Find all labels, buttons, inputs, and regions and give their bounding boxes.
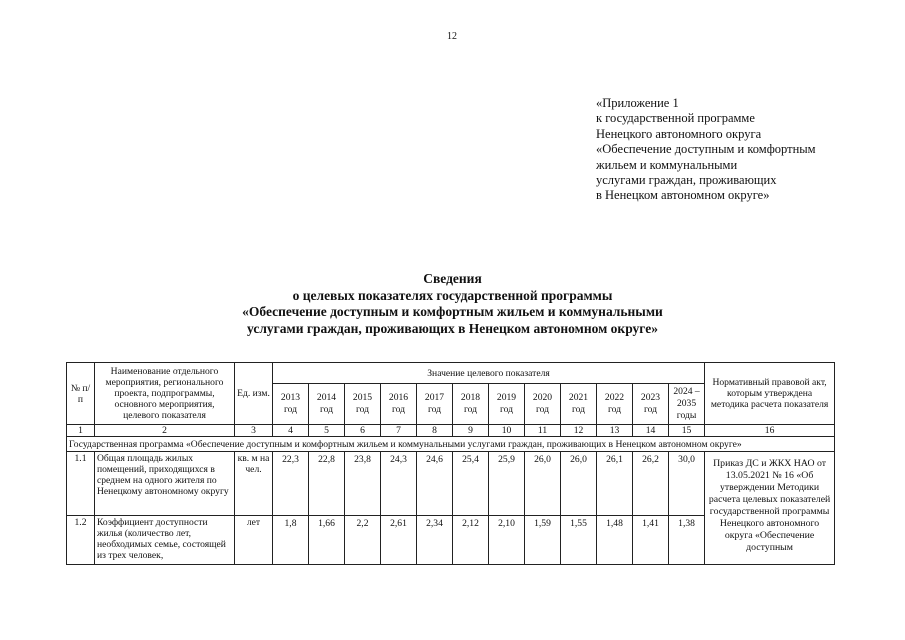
row-num: 1.2	[67, 516, 95, 565]
heading-line: о целевых показателях государственной программы	[292, 287, 613, 303]
row-name: Коэффициент доступности жилья (количество лет, необходимых семье, состоящей из трех человек,	[95, 516, 235, 565]
row-value: 30,0	[669, 452, 705, 516]
year-cell: 2018 год	[453, 384, 489, 425]
row-value: 26,0	[525, 452, 561, 516]
header-unit: Ед. изм.	[235, 363, 273, 425]
column-number: 4	[273, 425, 309, 437]
column-number: 14	[633, 425, 669, 437]
row-value: 24,3	[381, 452, 417, 516]
row-value: 1,59	[525, 516, 561, 565]
header-legal: Нормативный правовой акт, которым утверждена методика расчета показателя	[705, 363, 835, 425]
table-row	[67, 452, 835, 516]
row-value: 25,4	[453, 452, 489, 516]
column-number: 16	[705, 425, 835, 437]
legal-act: Приказ ДС и ЖКХ НАО от 13.05.2021 № 16 «Об утверждении Методики расчета целевых показателей государственной программы Ненецкого автономного округа «Обеспечение доступным	[705, 452, 835, 565]
appendix-line: жильем и коммунальными	[596, 157, 738, 172]
year-cell: 2024 – 2035 годы	[669, 384, 705, 425]
column-number: 13	[597, 425, 633, 437]
year-cell: 2021 год	[561, 384, 597, 425]
column-number: 15	[669, 425, 705, 437]
row-value: 2,61	[381, 516, 417, 565]
indicators-table	[66, 362, 835, 565]
row-value: 23,8	[345, 452, 381, 516]
document-heading	[0, 271, 905, 337]
appendix-line: Ненецкого автономного округа	[596, 126, 762, 141]
heading-line: «Обеспечение доступным и комфортным жильем и коммунальными	[242, 304, 663, 319]
row-value: 22,3	[273, 452, 309, 516]
row-value: 2,34	[417, 516, 453, 565]
row-value: 1,48	[597, 516, 633, 565]
column-number: 6	[345, 425, 381, 437]
row-value: 24,6	[417, 452, 453, 516]
column-number: 11	[525, 425, 561, 437]
row-value: 2,12	[453, 516, 489, 565]
row-value: 1,8	[273, 516, 309, 565]
column-number-row	[67, 425, 835, 437]
row-value: 22,8	[309, 452, 345, 516]
year-cell: 2015 год	[345, 384, 381, 425]
appendix-line: к государственной программе	[596, 111, 755, 126]
year-cell: 2022 год	[597, 384, 633, 425]
row-unit: кв. м на чел.	[235, 452, 273, 516]
year-cell: 2019 год	[489, 384, 525, 425]
row-value: 25,9	[489, 452, 525, 516]
year-cell: 2016 год	[381, 384, 417, 425]
header-num: № п/п	[67, 363, 95, 425]
appendix-reference	[596, 96, 816, 204]
row-name: Общая площадь жилых помещений, приходящихся в среднем на одного жителя по Ненецкому автономному округу	[95, 452, 235, 516]
column-number: 8	[417, 425, 453, 437]
row-value: 1,41	[633, 516, 669, 565]
row-value: 1,38	[669, 516, 705, 565]
column-number: 10	[489, 425, 525, 437]
row-num: 1.1	[67, 452, 95, 516]
column-number: 2	[95, 425, 235, 437]
program-title: Государственная программа «Обеспечение доступным и комфортным жильем и коммунальными услугами граждан, проживающих в Ненецком автономном округе»	[67, 437, 835, 452]
appendix-line: в Ненецком автономном округе»	[596, 188, 770, 203]
year-cell: 2014 год	[309, 384, 345, 425]
column-number: 5	[309, 425, 345, 437]
program-row	[67, 437, 835, 452]
year-cell: 2017 год	[417, 384, 453, 425]
appendix-line: «Приложение 1	[596, 96, 679, 110]
heading-line: услугами граждан, проживающих в Ненецком автономном округе»	[247, 320, 658, 336]
column-number: 12	[561, 425, 597, 437]
header-values-title: Значение целевого показателя	[273, 363, 705, 384]
header-name: Наименование отдельного мероприятия, регионального проекта, подпрограммы, основного мероприятия, целевого показателя	[95, 363, 235, 425]
year-cell: 2023 год	[633, 384, 669, 425]
column-number: 3	[235, 425, 273, 437]
row-value: 2,2	[345, 516, 381, 565]
column-number: 9	[453, 425, 489, 437]
header-row	[67, 363, 835, 384]
heading-line: Сведения	[423, 271, 482, 286]
year-cell: 2020 год	[525, 384, 561, 425]
column-number: 7	[381, 425, 417, 437]
year-cell: 2013 год	[273, 384, 309, 425]
column-number: 1	[67, 425, 95, 437]
page-number: 12	[447, 31, 457, 42]
row-value: 26,1	[597, 452, 633, 516]
row-value: 26,2	[633, 452, 669, 516]
row-unit: лет	[235, 516, 273, 565]
row-value: 1,55	[561, 516, 597, 565]
row-value: 2,10	[489, 516, 525, 565]
row-value: 1,66	[309, 516, 345, 565]
row-value: 26,0	[561, 452, 597, 516]
appendix-line: «Обеспечение доступным и комфортным	[596, 142, 816, 157]
appendix-line: услугами граждан, проживающих	[596, 173, 777, 188]
